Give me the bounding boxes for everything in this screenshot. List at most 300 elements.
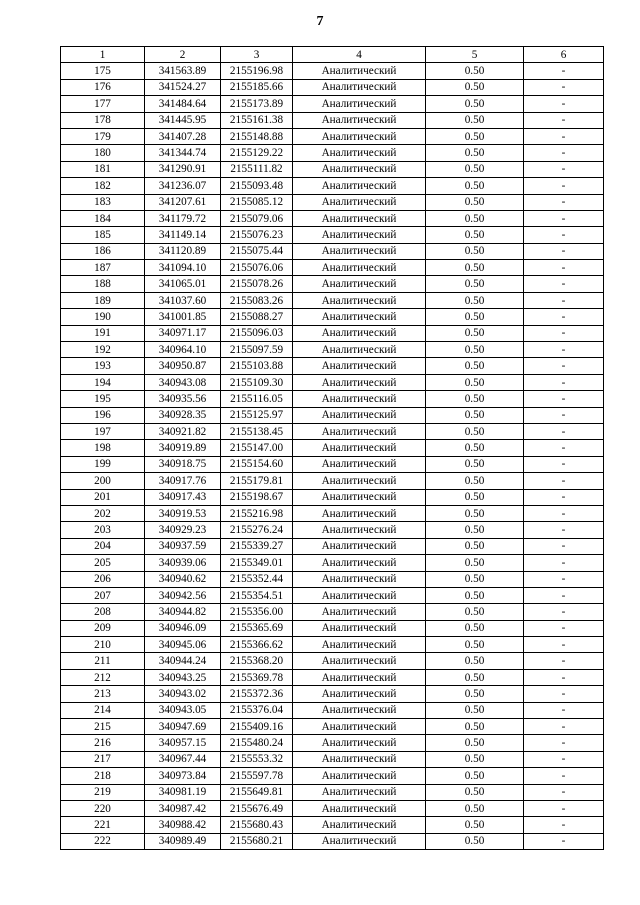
table-row xyxy=(61,161,604,177)
table-cell: 2155179.81 xyxy=(221,473,293,489)
table-cell: 340919.53 xyxy=(145,505,221,521)
table-cell: Аналитический xyxy=(293,637,426,653)
table-cell: 2155356.00 xyxy=(221,604,293,620)
table-row xyxy=(61,800,604,816)
table-cell: Аналитический xyxy=(293,669,426,685)
table-cell: 2155093.48 xyxy=(221,178,293,194)
table-row xyxy=(61,669,604,685)
table-cell: Аналитический xyxy=(293,833,426,849)
table-row xyxy=(61,686,604,702)
table-cell: 209 xyxy=(61,620,145,636)
table-cell: Аналитический xyxy=(293,325,426,341)
table-cell: 208 xyxy=(61,604,145,620)
table-cell: - xyxy=(524,227,604,243)
table-cell: 190 xyxy=(61,309,145,325)
table-cell: 184 xyxy=(61,210,145,226)
table-cell: Аналитический xyxy=(293,342,426,358)
table-row xyxy=(61,538,604,554)
table-cell: - xyxy=(524,342,604,358)
table-cell: - xyxy=(524,178,604,194)
table-cell: Аналитический xyxy=(293,473,426,489)
table-cell: 340989.49 xyxy=(145,833,221,849)
table-cell: 2155116.05 xyxy=(221,391,293,407)
table-cell: 0.50 xyxy=(426,571,524,587)
table-cell: 2155085.12 xyxy=(221,194,293,210)
table-cell: Аналитический xyxy=(293,309,426,325)
table-cell: Аналитический xyxy=(293,653,426,669)
table-cell: - xyxy=(524,751,604,767)
table-cell: 2155376.04 xyxy=(221,702,293,718)
table-cell: - xyxy=(524,358,604,374)
table-cell: 0.50 xyxy=(426,637,524,653)
table-cell: 2155553.32 xyxy=(221,751,293,767)
table-row xyxy=(61,112,604,128)
table-cell: 175 xyxy=(61,63,145,79)
table-cell: 0.50 xyxy=(426,833,524,849)
table-cell: 0.50 xyxy=(426,243,524,259)
table-cell: - xyxy=(524,260,604,276)
table-row xyxy=(61,210,604,226)
table-cell: - xyxy=(524,555,604,571)
table-row xyxy=(61,784,604,800)
table-cell: 340943.05 xyxy=(145,702,221,718)
table-row xyxy=(61,653,604,669)
table-cell: 341065.01 xyxy=(145,276,221,292)
table-cell: 0.50 xyxy=(426,538,524,554)
table-cell: 0.50 xyxy=(426,194,524,210)
table-cell: 340921.82 xyxy=(145,423,221,439)
table-row xyxy=(61,440,604,456)
table-row xyxy=(61,604,604,620)
table-cell: 201 xyxy=(61,489,145,505)
table-cell: 178 xyxy=(61,112,145,128)
table-cell: - xyxy=(524,112,604,128)
table-cell: - xyxy=(524,325,604,341)
table-cell: 0.50 xyxy=(426,161,524,177)
table-cell: - xyxy=(524,833,604,849)
table-cell: Аналитический xyxy=(293,686,426,702)
table-cell: Аналитический xyxy=(293,735,426,751)
table-row xyxy=(61,473,604,489)
table-row xyxy=(61,79,604,95)
table-cell: 0.50 xyxy=(426,423,524,439)
table-cell: 2155154.60 xyxy=(221,456,293,472)
table-cell: 0.50 xyxy=(426,587,524,603)
table-cell: Аналитический xyxy=(293,276,426,292)
table-cell: 216 xyxy=(61,735,145,751)
table-row xyxy=(61,751,604,767)
table-cell: 341524.27 xyxy=(145,79,221,95)
table-cell: - xyxy=(524,456,604,472)
table-row xyxy=(61,522,604,538)
table-cell: 2155083.26 xyxy=(221,292,293,308)
table-cell: - xyxy=(524,489,604,505)
table-cell: 0.50 xyxy=(426,145,524,161)
table-cell: 195 xyxy=(61,391,145,407)
table-cell: 0.50 xyxy=(426,768,524,784)
table-cell: 341037.60 xyxy=(145,292,221,308)
table-cell: - xyxy=(524,423,604,439)
table-cell: - xyxy=(524,292,604,308)
table-cell: 340943.25 xyxy=(145,669,221,685)
table-cell: 222 xyxy=(61,833,145,849)
table-cell: 2155198.67 xyxy=(221,489,293,505)
table-cell: 2155075.44 xyxy=(221,243,293,259)
table-cell: - xyxy=(524,276,604,292)
table-cell: 340935.56 xyxy=(145,391,221,407)
table-cell: 0.50 xyxy=(426,719,524,735)
table-cell: 212 xyxy=(61,669,145,685)
table-cell: Аналитический xyxy=(293,243,426,259)
table-cell: - xyxy=(524,571,604,587)
table-cell: 0.50 xyxy=(426,604,524,620)
table-row xyxy=(61,719,604,735)
table-cell: 2155368.20 xyxy=(221,653,293,669)
table-cell: 0.50 xyxy=(426,456,524,472)
table-cell: 0.50 xyxy=(426,620,524,636)
table-cell: 340967.44 xyxy=(145,751,221,767)
table-cell: Аналитический xyxy=(293,587,426,603)
column-header: 1 xyxy=(61,47,145,63)
table-cell: 341290.91 xyxy=(145,161,221,177)
table-cell: 340946.09 xyxy=(145,620,221,636)
table-cell: 0.50 xyxy=(426,784,524,800)
table-cell: 2155366.62 xyxy=(221,637,293,653)
table-cell: 0.50 xyxy=(426,210,524,226)
table-cell: Аналитический xyxy=(293,96,426,112)
table-cell: Аналитический xyxy=(293,63,426,79)
table-cell: 204 xyxy=(61,538,145,554)
table-cell: 221 xyxy=(61,817,145,833)
table-cell: Аналитический xyxy=(293,440,426,456)
table-cell: 0.50 xyxy=(426,489,524,505)
table-cell: 196 xyxy=(61,407,145,423)
table-cell: Аналитический xyxy=(293,456,426,472)
table-cell: 341094.10 xyxy=(145,260,221,276)
table-cell: - xyxy=(524,522,604,538)
table-cell: 0.50 xyxy=(426,63,524,79)
table-cell: - xyxy=(524,63,604,79)
column-header: 6 xyxy=(524,47,604,63)
table-cell: 0.50 xyxy=(426,358,524,374)
table-cell: - xyxy=(524,505,604,521)
table-cell: 2155339.27 xyxy=(221,538,293,554)
table-row xyxy=(61,391,604,407)
table-row xyxy=(61,637,604,653)
table-cell: 0.50 xyxy=(426,735,524,751)
table-cell: 340987.42 xyxy=(145,800,221,816)
table-row xyxy=(61,260,604,276)
table-cell: 0.50 xyxy=(426,555,524,571)
table-row xyxy=(61,194,604,210)
table-cell: 0.50 xyxy=(426,178,524,194)
table-cell: 2155078.26 xyxy=(221,276,293,292)
table-cell: 2155148.88 xyxy=(221,128,293,144)
table-cell: - xyxy=(524,391,604,407)
table-cell: 2155097.59 xyxy=(221,342,293,358)
table-cell: - xyxy=(524,637,604,653)
table-cell: 0.50 xyxy=(426,817,524,833)
table-cell: 2155369.78 xyxy=(221,669,293,685)
table-cell: 2155276.24 xyxy=(221,522,293,538)
table-cell: 189 xyxy=(61,292,145,308)
table-cell: 2155185.66 xyxy=(221,79,293,95)
table-cell: 2155354.51 xyxy=(221,587,293,603)
table-cell: 0.50 xyxy=(426,522,524,538)
table-cell: 214 xyxy=(61,702,145,718)
table-cell: 187 xyxy=(61,260,145,276)
table-cell: 2155076.06 xyxy=(221,260,293,276)
table-row xyxy=(61,702,604,718)
table-row xyxy=(61,489,604,505)
table-cell: 203 xyxy=(61,522,145,538)
table-row xyxy=(61,555,604,571)
table-cell: 340928.35 xyxy=(145,407,221,423)
table-cell: 341344.74 xyxy=(145,145,221,161)
table-cell: 0.50 xyxy=(426,374,524,390)
table-cell: Аналитический xyxy=(293,620,426,636)
table-cell: - xyxy=(524,817,604,833)
table-cell: 199 xyxy=(61,456,145,472)
table-cell: Аналитический xyxy=(293,817,426,833)
table-cell: - xyxy=(524,620,604,636)
table-cell: 340917.76 xyxy=(145,473,221,489)
table-cell: - xyxy=(524,145,604,161)
table-cell: - xyxy=(524,96,604,112)
table-cell: 2155480.24 xyxy=(221,735,293,751)
table-cell: 0.50 xyxy=(426,112,524,128)
table-cell: - xyxy=(524,735,604,751)
table-cell: 340957.15 xyxy=(145,735,221,751)
table-cell: Аналитический xyxy=(293,227,426,243)
table-cell: - xyxy=(524,719,604,735)
table-header-row xyxy=(61,47,604,63)
table-row xyxy=(61,178,604,194)
table-cell: Аналитический xyxy=(293,112,426,128)
table-cell: 206 xyxy=(61,571,145,587)
table-cell: 191 xyxy=(61,325,145,341)
table-cell: 340944.82 xyxy=(145,604,221,620)
table-cell: 0.50 xyxy=(426,440,524,456)
table-row xyxy=(61,735,604,751)
table-cell: 0.50 xyxy=(426,79,524,95)
table-cell: 340945.06 xyxy=(145,637,221,653)
table-cell: 340981.19 xyxy=(145,784,221,800)
table-cell: Аналитический xyxy=(293,571,426,587)
column-header: 2 xyxy=(145,47,221,63)
table-cell: 181 xyxy=(61,161,145,177)
table-cell: 0.50 xyxy=(426,653,524,669)
table-cell: 2155597.78 xyxy=(221,768,293,784)
table-cell: - xyxy=(524,407,604,423)
table-cell: 2155079.06 xyxy=(221,210,293,226)
table-row xyxy=(61,243,604,259)
table-cell: 0.50 xyxy=(426,751,524,767)
table-cell: 0.50 xyxy=(426,391,524,407)
table-body xyxy=(61,63,604,850)
table-cell: 176 xyxy=(61,79,145,95)
table-cell: Аналитический xyxy=(293,522,426,538)
table-cell: 194 xyxy=(61,374,145,390)
table-cell: 340944.24 xyxy=(145,653,221,669)
table-cell: 2155680.43 xyxy=(221,817,293,833)
table-row xyxy=(61,407,604,423)
table-cell: - xyxy=(524,128,604,144)
table-cell: Аналитический xyxy=(293,702,426,718)
table-cell: 341484.64 xyxy=(145,96,221,112)
table-cell: - xyxy=(524,440,604,456)
table-cell: Аналитический xyxy=(293,538,426,554)
table-cell: 0.50 xyxy=(426,505,524,521)
table-cell: 183 xyxy=(61,194,145,210)
table-cell: - xyxy=(524,702,604,718)
table-cell: 180 xyxy=(61,145,145,161)
table-cell: 340919.89 xyxy=(145,440,221,456)
table-cell: Аналитический xyxy=(293,489,426,505)
table-cell: Аналитический xyxy=(293,555,426,571)
table-cell: - xyxy=(524,161,604,177)
table-cell: 340937.59 xyxy=(145,538,221,554)
table-cell: 0.50 xyxy=(426,342,524,358)
table-cell: Аналитический xyxy=(293,292,426,308)
table-cell: Аналитический xyxy=(293,768,426,784)
table-cell: 0.50 xyxy=(426,702,524,718)
table-cell: Аналитический xyxy=(293,210,426,226)
table-cell: 219 xyxy=(61,784,145,800)
table-cell: 340939.06 xyxy=(145,555,221,571)
table-cell: 341001.85 xyxy=(145,309,221,325)
table-cell: 205 xyxy=(61,555,145,571)
column-header: 4 xyxy=(293,47,426,63)
table-cell: Аналитический xyxy=(293,719,426,735)
table-cell: 0.50 xyxy=(426,473,524,489)
table-cell: 0.50 xyxy=(426,96,524,112)
table-cell: Аналитический xyxy=(293,128,426,144)
page-number: 7 xyxy=(316,14,324,29)
table-cell: 341407.28 xyxy=(145,128,221,144)
table-cell: 210 xyxy=(61,637,145,653)
table-cell: Аналитический xyxy=(293,161,426,177)
table-cell: 198 xyxy=(61,440,145,456)
table-cell: 2155365.69 xyxy=(221,620,293,636)
table-cell: Аналитический xyxy=(293,407,426,423)
table-cell: 2155138.45 xyxy=(221,423,293,439)
table-cell: 340947.69 xyxy=(145,719,221,735)
table-cell: - xyxy=(524,686,604,702)
table-cell: 177 xyxy=(61,96,145,112)
table-row xyxy=(61,833,604,849)
table-cell: 2155088.27 xyxy=(221,309,293,325)
table-cell: - xyxy=(524,800,604,816)
table-cell: 340950.87 xyxy=(145,358,221,374)
table-cell: 188 xyxy=(61,276,145,292)
table-row xyxy=(61,227,604,243)
table-cell: 186 xyxy=(61,243,145,259)
table-cell: 2155349.01 xyxy=(221,555,293,571)
table-row xyxy=(61,96,604,112)
table-cell: 202 xyxy=(61,505,145,521)
table-cell: Аналитический xyxy=(293,79,426,95)
table-cell: 192 xyxy=(61,342,145,358)
table-row xyxy=(61,587,604,603)
table-cell: - xyxy=(524,604,604,620)
column-header: 5 xyxy=(426,47,524,63)
table-cell: 0.50 xyxy=(426,227,524,243)
table-cell: 2155161.38 xyxy=(221,112,293,128)
table-cell: 2155096.03 xyxy=(221,325,293,341)
table-row xyxy=(61,63,604,79)
table-cell: 0.50 xyxy=(426,669,524,685)
table-cell: 215 xyxy=(61,719,145,735)
table-cell: - xyxy=(524,79,604,95)
column-header: 3 xyxy=(221,47,293,63)
table-cell: Аналитический xyxy=(293,751,426,767)
table-cell: Аналитический xyxy=(293,178,426,194)
table-row xyxy=(61,342,604,358)
table-row xyxy=(61,768,604,784)
table-cell: Аналитический xyxy=(293,194,426,210)
table-cell: Аналитический xyxy=(293,505,426,521)
table-cell: 340988.42 xyxy=(145,817,221,833)
table-cell: 2155147.00 xyxy=(221,440,293,456)
table-cell: - xyxy=(524,669,604,685)
table-cell: Аналитический xyxy=(293,784,426,800)
table-cell: 0.50 xyxy=(426,292,524,308)
table-cell: 0.50 xyxy=(426,800,524,816)
table-cell: 2155109.30 xyxy=(221,374,293,390)
table-row xyxy=(61,505,604,521)
table-cell: 2155103.88 xyxy=(221,358,293,374)
table-cell: 340918.75 xyxy=(145,456,221,472)
table-row xyxy=(61,276,604,292)
table-row xyxy=(61,817,604,833)
table-cell: 0.50 xyxy=(426,276,524,292)
table-cell: 340964.10 xyxy=(145,342,221,358)
table-cell: 340917.43 xyxy=(145,489,221,505)
table-row xyxy=(61,374,604,390)
table-cell: 218 xyxy=(61,768,145,784)
table-cell: 185 xyxy=(61,227,145,243)
table-row xyxy=(61,128,604,144)
table-cell: 179 xyxy=(61,128,145,144)
coordinates-table xyxy=(60,46,604,850)
table-cell: - xyxy=(524,538,604,554)
table-cell: 341236.07 xyxy=(145,178,221,194)
table-cell: - xyxy=(524,653,604,669)
table-cell: 2155680.21 xyxy=(221,833,293,849)
table-cell: - xyxy=(524,243,604,259)
table-row xyxy=(61,423,604,439)
table-cell: 2155352.44 xyxy=(221,571,293,587)
table-cell: 340943.02 xyxy=(145,686,221,702)
table-cell: 193 xyxy=(61,358,145,374)
table-cell: Аналитический xyxy=(293,358,426,374)
table-cell: 341120.89 xyxy=(145,243,221,259)
table-cell: 340973.84 xyxy=(145,768,221,784)
table-row xyxy=(61,358,604,374)
table-cell: 341149.14 xyxy=(145,227,221,243)
table-cell: 340942.56 xyxy=(145,587,221,603)
table-cell: 220 xyxy=(61,800,145,816)
table-cell: Аналитический xyxy=(293,260,426,276)
table-cell: 341207.61 xyxy=(145,194,221,210)
table-cell: Аналитический xyxy=(293,604,426,620)
table-cell: 0.50 xyxy=(426,260,524,276)
table-cell: 2155129.22 xyxy=(221,145,293,161)
table-cell: - xyxy=(524,587,604,603)
table-cell: - xyxy=(524,194,604,210)
table-cell: 0.50 xyxy=(426,407,524,423)
